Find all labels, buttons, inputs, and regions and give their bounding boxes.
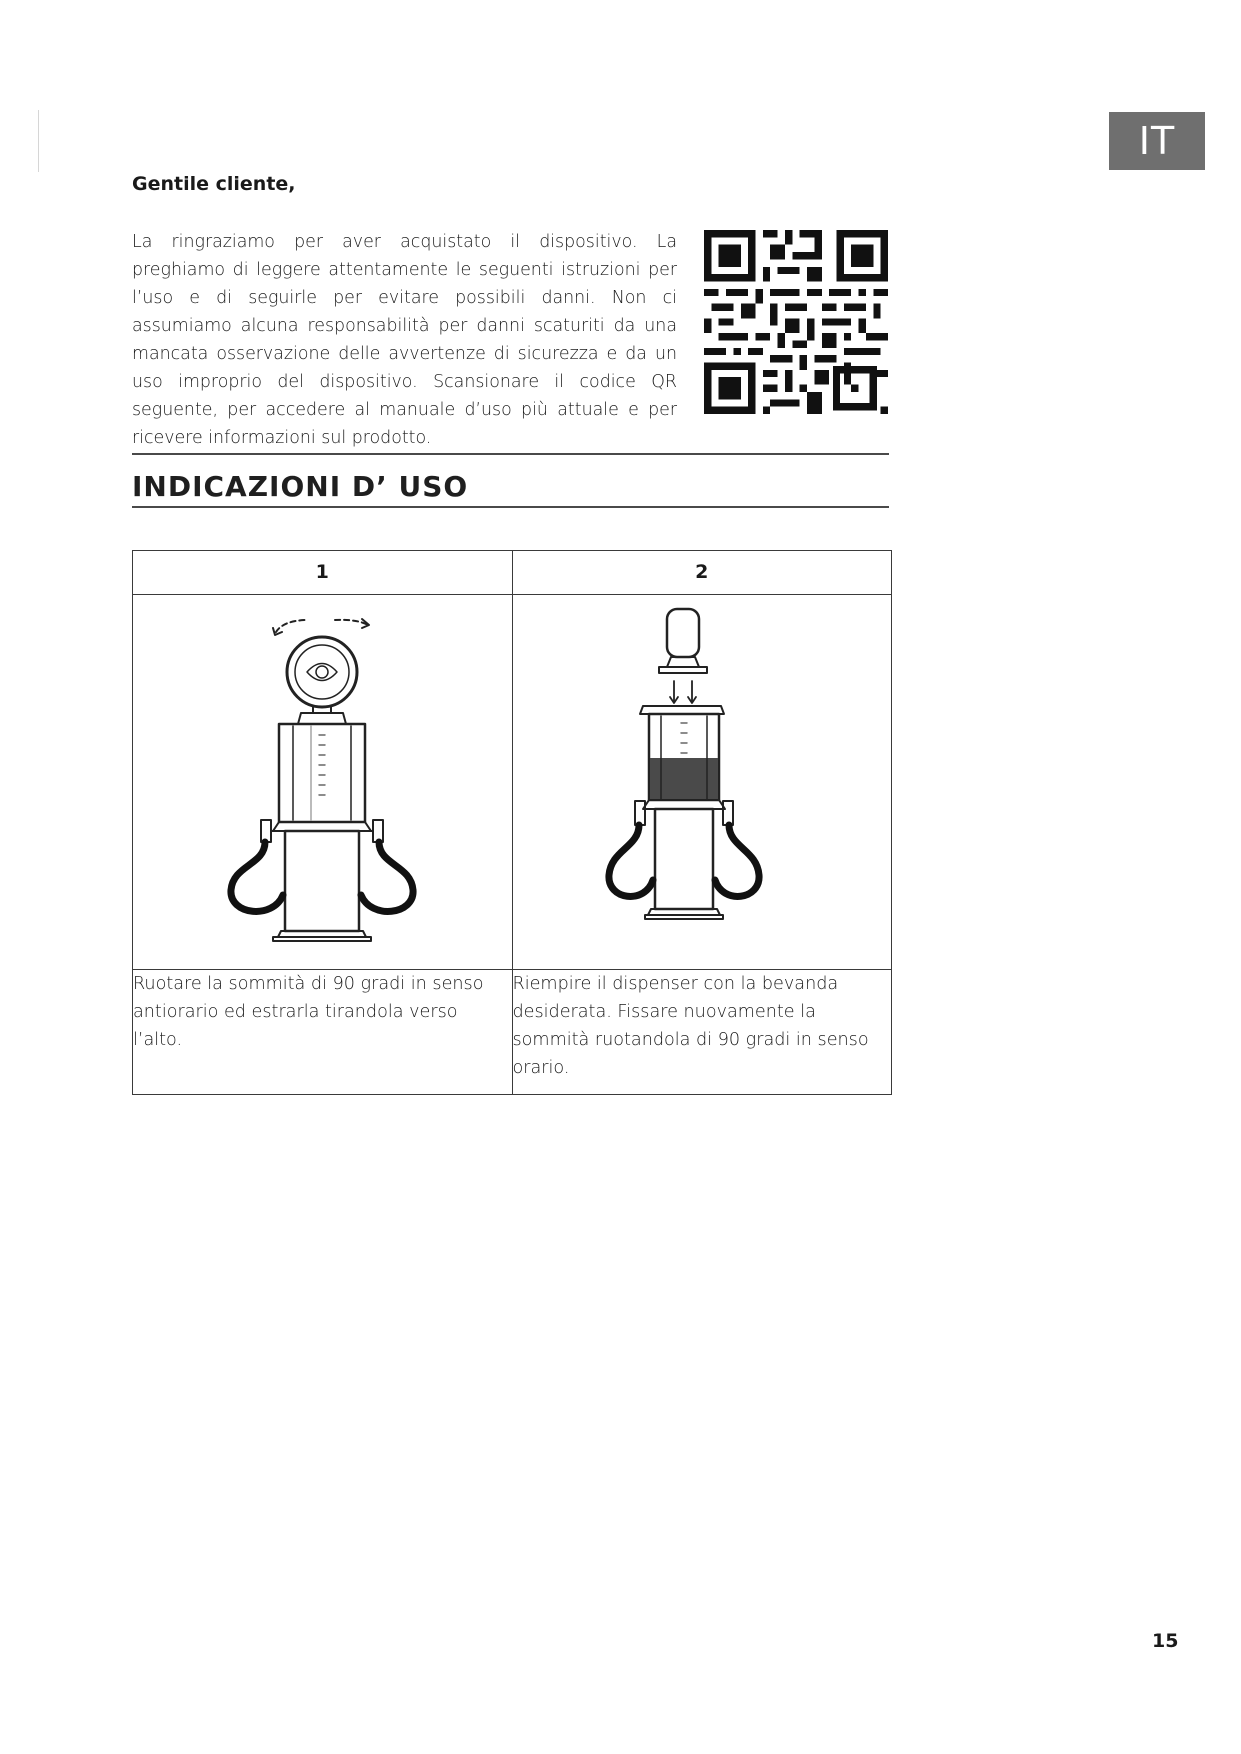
greeting: Gentile cliente,: [132, 173, 296, 195]
page-number: 15: [1152, 1630, 1179, 1652]
step-2-illustration: [513, 595, 891, 969]
section-rule-top: [132, 453, 889, 455]
step-1-figure-cell: [133, 595, 513, 970]
step-2-number: 2: [512, 551, 892, 595]
step-1-illustration: [133, 595, 511, 969]
step-2-caption: Riempire il dispenser con la bevanda desiderata. Fissare nuovamente la sommità ruotandola di 90 gradi in senso orario.: [512, 970, 892, 1095]
section-rule-bottom: [132, 506, 889, 508]
step-2-figure-cell: [512, 595, 892, 970]
step-1-number: 1: [133, 551, 513, 595]
binding-mark: [38, 110, 39, 172]
instructions-table: [132, 550, 892, 1095]
section-title: INDICAZIONI D’ USO: [132, 470, 469, 503]
qr-code[interactable]: [704, 230, 888, 414]
step-number-row: [133, 551, 892, 595]
step-figure-row: [133, 595, 892, 970]
step-1-caption: Ruotare la sommità di 90 gradi in senso antiorario ed estrarla tirandola verso l’alto.: [133, 970, 513, 1095]
step-caption-row: [133, 970, 892, 1095]
language-tab: IT: [1109, 112, 1205, 170]
intro-paragraph: La ringraziamo per aver acquistato il dispositivo. La preghiamo di leggere attentamente le seguenti istruzioni per l’uso e di seguirle per evitare possibili danni. Non ci assumiamo alcuna responsabilità per danni scaturiti da una mancata osservazione delle avvertenze di sicurezza e da un uso improprio del dispositivo. Scansionare il codice QR seguente, per accedere al manuale d’uso più attuale e per ricevere informazioni sul prodotto.: [132, 232, 677, 448]
